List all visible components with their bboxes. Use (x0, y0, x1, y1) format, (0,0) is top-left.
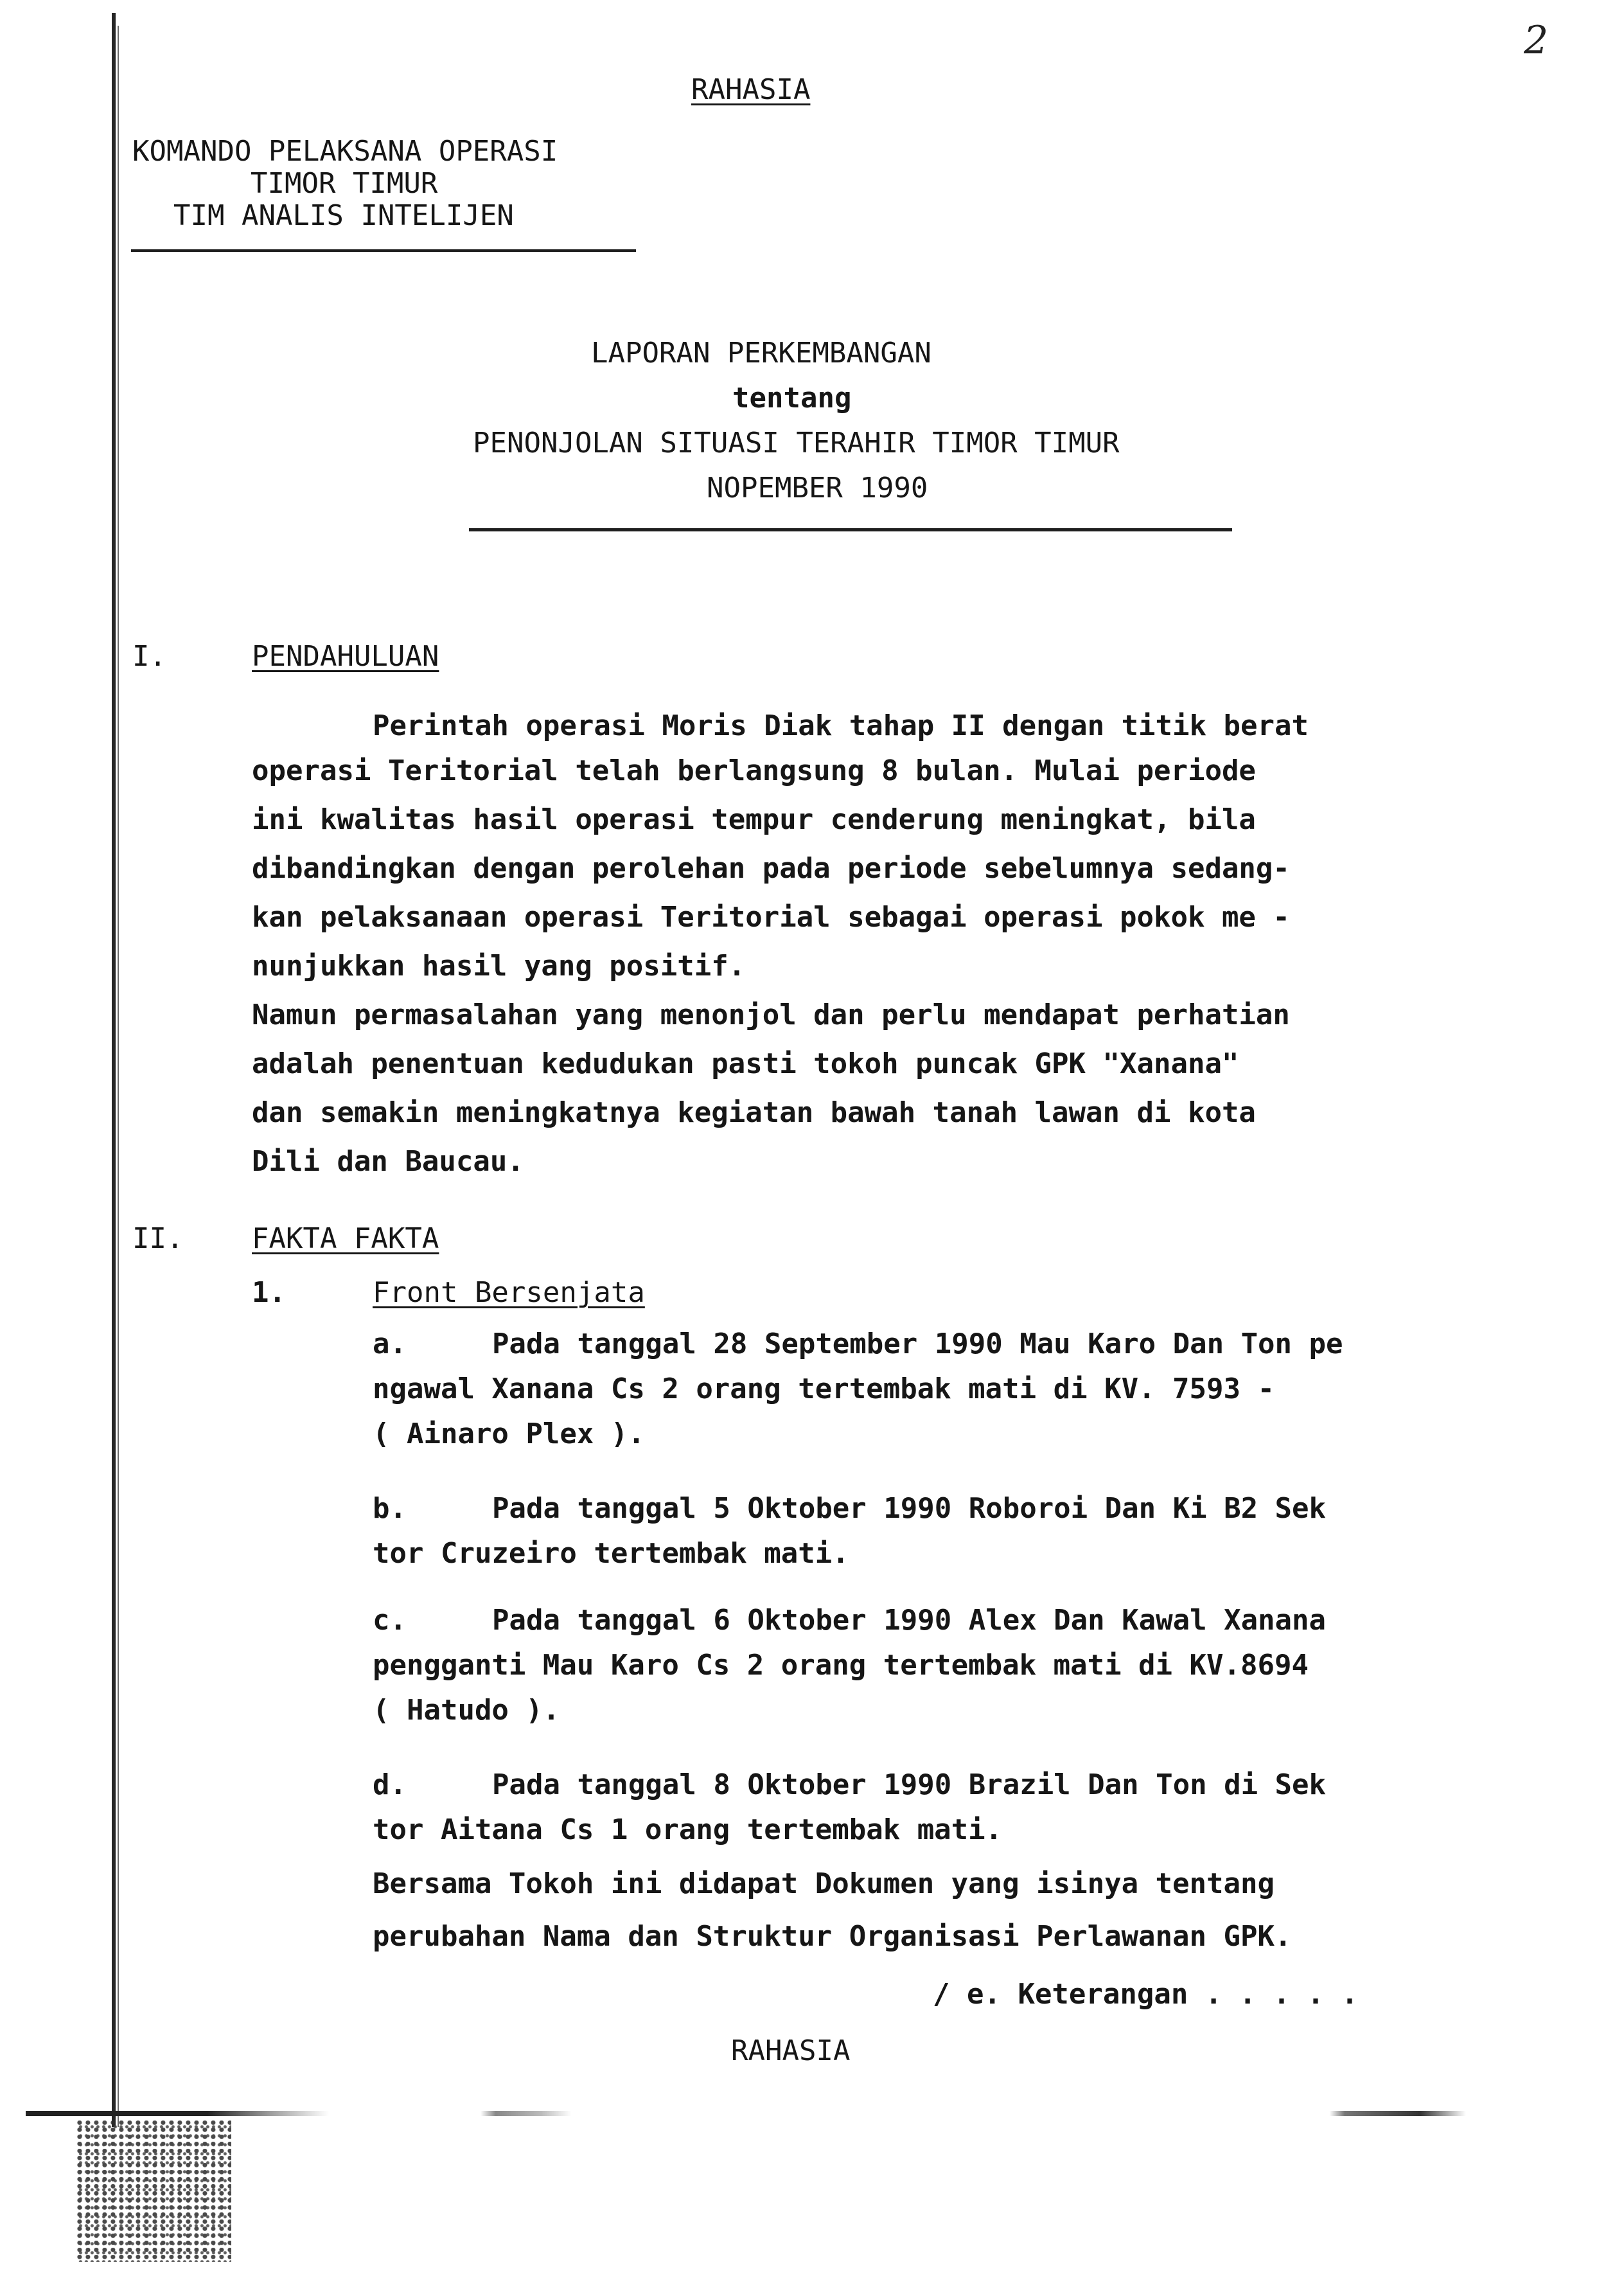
item-line: tor Cruzeiro tertembak mati. (373, 1537, 849, 1570)
paragraph-line: operasi Teritorial telah berlangsung 8 bulan. Mulai periode (252, 754, 1256, 787)
paragraph-line: ini kwalitas hasil operasi tempur cenderung meningkat, bila (252, 803, 1256, 836)
subsection-heading: Front Bersenjata (373, 1276, 645, 1309)
paragraph-line: nunjukkan hasil yang positif. (252, 950, 746, 983)
item-label: a. (373, 1328, 407, 1360)
issuer-line-2: TIMOR TIMUR (251, 167, 438, 200)
item-line: Pada tanggal 5 Oktober 1990 Roboroi Dan Ki B2 Sek (492, 1492, 1327, 1525)
classification-top: RAHASIA (691, 73, 811, 106)
paragraph-line: dan semakin meningkatnya kegiatan bawah tanah lawan di kota (252, 1096, 1256, 1129)
title-line-1: LAPORAN PERKEMBANGAN (591, 337, 931, 369)
item-label: d. (373, 1768, 407, 1801)
item-line: ( Hatudo ). (373, 1694, 560, 1727)
title-rule (469, 528, 1232, 531)
left-margin-shadow (118, 26, 119, 2127)
classification-bottom: RAHASIA (731, 2034, 851, 2067)
left-margin-line (112, 13, 116, 2127)
paragraph-line: Perintah operasi Moris Diak tahap II dengan titik berat (373, 709, 1309, 742)
scan-bottom-smudge (26, 2111, 1542, 2116)
item-label: b. (373, 1492, 407, 1525)
subsection-number: 1. (252, 1276, 286, 1309)
item-label: c. (373, 1604, 407, 1637)
paragraph-line: Dili dan Baucau. (252, 1145, 524, 1178)
title-line-2: tentang (732, 382, 852, 414)
item-line: ( Ainaro Plex ). (373, 1418, 645, 1450)
issuer-rule (131, 249, 636, 252)
item-line: Pada tanggal 8 Oktober 1990 Brazil Dan Ton di Sek (492, 1768, 1327, 1801)
paragraph-line: Namun permasalahan yang menonjol dan perlu mendapat perhatian (252, 999, 1290, 1031)
section-1-heading: PENDAHULUAN (252, 640, 439, 673)
paragraph-line: adalah penentuan kedudukan pasti tokoh puncak GPK "Xanana" (252, 1047, 1239, 1080)
issuer-line-1: KOMANDO PELAKSANA OPERASI (132, 135, 558, 168)
section-1-number: I. (132, 640, 166, 673)
section-2-heading: FAKTA FAKTA (252, 1222, 439, 1255)
item-line: Pada tanggal 6 Oktober 1990 Alex Dan Kawal Xanana (492, 1604, 1327, 1637)
issuer-line-3: TIM ANALIS INTELIJEN (173, 199, 514, 232)
scan-corner-noise (77, 2121, 231, 2262)
title-line-4: NOPEMBER 1990 (707, 472, 928, 504)
closing-line: Bersama Tokoh ini didapat Dokumen yang isinya tentang (373, 1867, 1275, 1900)
continuation-marker: / e. Keterangan . . . . . (933, 1978, 1359, 2011)
item-line: tor Aitana Cs 1 orang tertembak mati. (373, 1813, 1003, 1846)
page-number: 2 (1524, 18, 1549, 63)
item-line: pengganti Mau Karo Cs 2 orang tertembak mati di KV.8694 (373, 1649, 1309, 1682)
item-line: ngawal Xanana Cs 2 orang tertembak mati di KV. 7593 - (373, 1373, 1275, 1405)
paragraph-line: kan pelaksanaan operasi Teritorial sebagai operasi pokok me - (252, 901, 1290, 934)
title-line-3: PENONJOLAN SITUASI TERAHIR TIMOR TIMUR (473, 427, 1120, 459)
closing-line: perubahan Nama dan Struktur Organisasi Perlawanan GPK. (373, 1920, 1292, 1953)
item-line: Pada tanggal 28 September 1990 Mau Karo Dan Ton pe (492, 1328, 1343, 1360)
paragraph-line: dibandingkan dengan perolehan pada periode sebelumnya sedang- (252, 852, 1290, 885)
section-2-number: II. (132, 1222, 184, 1255)
